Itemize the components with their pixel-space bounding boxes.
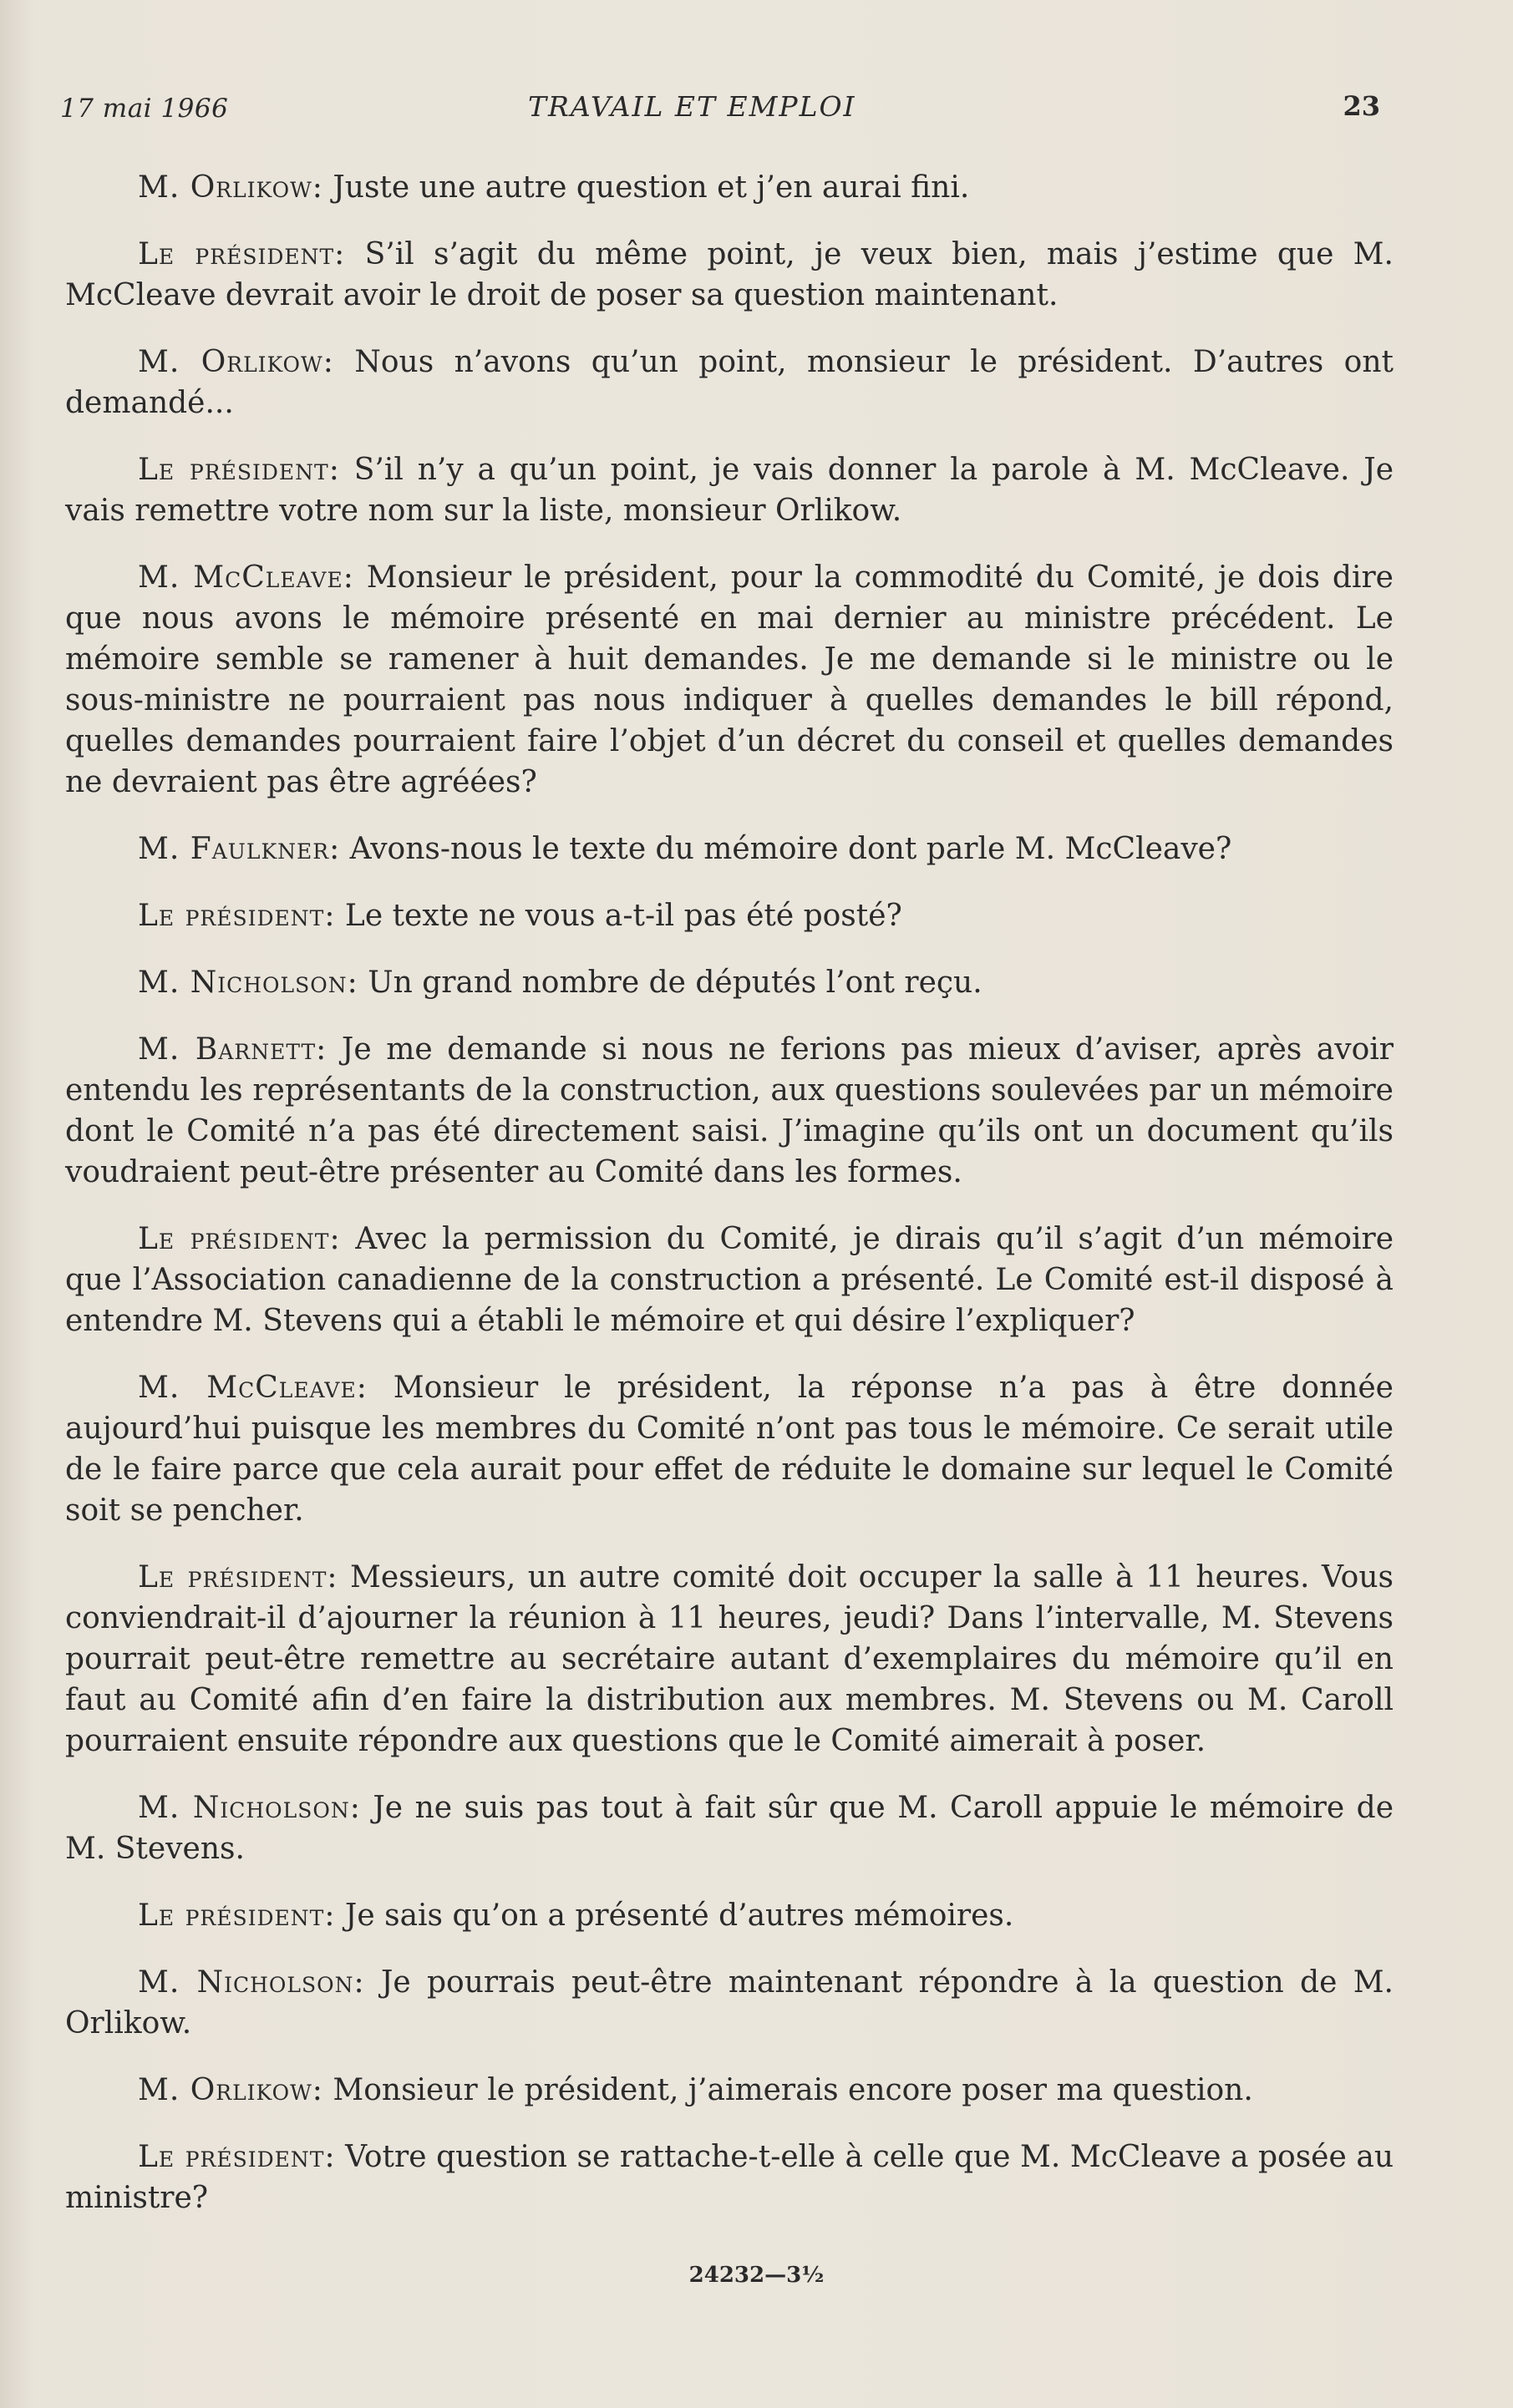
- speech-text: S’il s’agit du même point, je veux bien, mais j’estime que M. McCleave devrait avoir le droit de poser sa question maintenant.: [65, 237, 1394, 312]
- speaker-name: Le président:: [138, 453, 340, 487]
- speech-text: Messieurs, un autre comité doit occuper la salle à 11 heures. Vous conviendrait-il d’ajourner la réunion à 11 heures, jeudi? Dans l’intervalle, M. Stevens pourrait peut-être remettre au secrétaire autant d’exemplaires du mémoire qu’il en faut au Comité afin d’en faire la distribution aux membres. M. Stevens ou M. Caroll pourraient ensuite répondre aux questions que le Comité aimerait à poser.: [65, 1560, 1394, 1758]
- speech-text: Je sais qu’on a présenté d’autres mémoires.: [344, 1899, 1014, 1933]
- speaker-name: M. Orlikow:: [138, 345, 334, 379]
- paragraph: [65, 1557, 1394, 1762]
- speaker-name: Le président:: [138, 2140, 336, 2174]
- paragraph: [65, 234, 1394, 316]
- paragraph: [65, 1895, 1394, 1936]
- paragraph: [65, 962, 1394, 1003]
- page-header: [60, 89, 1380, 129]
- paragraph: [65, 1219, 1394, 1341]
- paragraph: [65, 557, 1394, 803]
- speech-text: Monsieur le président, la réponse n’a pas à être donnée aujourd’hui puisque les membres du Comité n’ont pas tous le mémoire. Ce serait utile de le faire parce que cela aurait pour effet de réduite le domaine sur lequel le Comité soit se pencher.: [65, 1371, 1394, 1528]
- paragraph: [65, 1367, 1394, 1531]
- speaker-name: Le président:: [138, 899, 336, 933]
- speaker-name: M. Orlikow:: [138, 2073, 323, 2107]
- paragraph: [65, 2070, 1394, 2111]
- speaker-name: Le président:: [138, 1222, 341, 1256]
- transcript-body: [65, 167, 1394, 2244]
- speaker-name: Le président:: [138, 1560, 338, 1594]
- speaker-name: M. McCleave:: [138, 1371, 368, 1405]
- paragraph: [65, 2137, 1394, 2218]
- footer-code: 24232—3½: [688, 2263, 825, 2288]
- header-title: TRAVAIL ET EMPLOI: [528, 90, 856, 123]
- speech-text: Avec la permission du Comité, je dirais qu’il s’agit d’un mémoire que l’Association canadienne de la construction a présenté. Le Comité est-il disposé à entendre M. Stevens qui a établi le mémoire et qui désire l’expliquer?: [65, 1222, 1394, 1338]
- speech-text: S’il n’y a qu’un point, je vais donner la parole à M. McCleave. Je vais remettre votre nom sur la liste, monsieur Orlikow.: [65, 453, 1394, 528]
- paragraph: [65, 342, 1394, 423]
- header-date: 17 mai 1966: [60, 94, 229, 124]
- paragraph: [65, 1787, 1394, 1869]
- speaker-name: M. Nicholson:: [138, 966, 358, 1000]
- speech-text: Je ne suis pas tout à fait sûr que M. Caroll appuie le mémoire de M. Stevens.: [65, 1791, 1394, 1866]
- speech-text: Un grand nombre de députés l’ont reçu.: [368, 966, 982, 1000]
- speech-text: Monsieur le président, j’aimerais encore poser ma question.: [333, 2073, 1253, 2107]
- page-number: 23: [1343, 90, 1380, 122]
- speech-text: Avons-nous le texte du mémoire dont parle M. McCleave?: [349, 832, 1232, 866]
- speech-text: Nous n’avons qu’un point, monsieur le président. D’autres ont demandé...: [65, 345, 1394, 420]
- speech-text: Je pourrais peut-être maintenant répondre à la question de M. Orlikow.: [65, 1965, 1394, 2040]
- speech-text: Monsieur le président, pour la commodité du Comité, je dois dire que nous avons le mémoire présenté en mai dernier au ministre précédent. Le mémoire semble se ramener à huit demandes. Je me demande si le ministre ou le sous-ministre ne pourraient pas nous indiquer à quelles demandes le bill répond, quelles demandes pourraient faire l’objet d’un décret du conseil et quelles demandes ne devraient pas être agréées?: [65, 560, 1394, 799]
- speaker-name: M. McCleave:: [138, 560, 354, 595]
- speaker-name: M. Orlikow:: [138, 170, 323, 205]
- speech-text: Juste une autre question et j’en aurai fini.: [333, 170, 970, 205]
- speech-text: Je me demande si nous ne ferions pas mieux d’aviser, après avoir entendu les représentants de la construction, aux questions soulevées par un mémoire dont le Comité n’a pas été directement saisi. J’imagine qu’ils ont un document qu’ils voudraient peut-être présenter au Comité dans les formes.: [65, 1032, 1394, 1189]
- speech-text: Votre question se rattache-t-elle à celle que M. McCleave a posée au ministre?: [65, 2140, 1394, 2215]
- paragraph: [65, 167, 1394, 208]
- speech-text: Le texte ne vous a-t-il pas été posté?: [344, 899, 902, 933]
- paragraph: [65, 829, 1394, 869]
- speaker-name: Le président:: [138, 237, 346, 271]
- speaker-name: M. Nicholson:: [138, 1791, 361, 1825]
- paragraph: [65, 895, 1394, 936]
- paragraph: [65, 1962, 1394, 2044]
- speaker-name: Le président:: [138, 1899, 336, 1933]
- paragraph: [65, 1029, 1394, 1193]
- speaker-name: M. Faulkner:: [138, 832, 341, 866]
- speaker-name: M. Barnett:: [138, 1032, 327, 1067]
- speaker-name: M. Nicholson:: [138, 1965, 365, 2000]
- paragraph: [65, 449, 1394, 531]
